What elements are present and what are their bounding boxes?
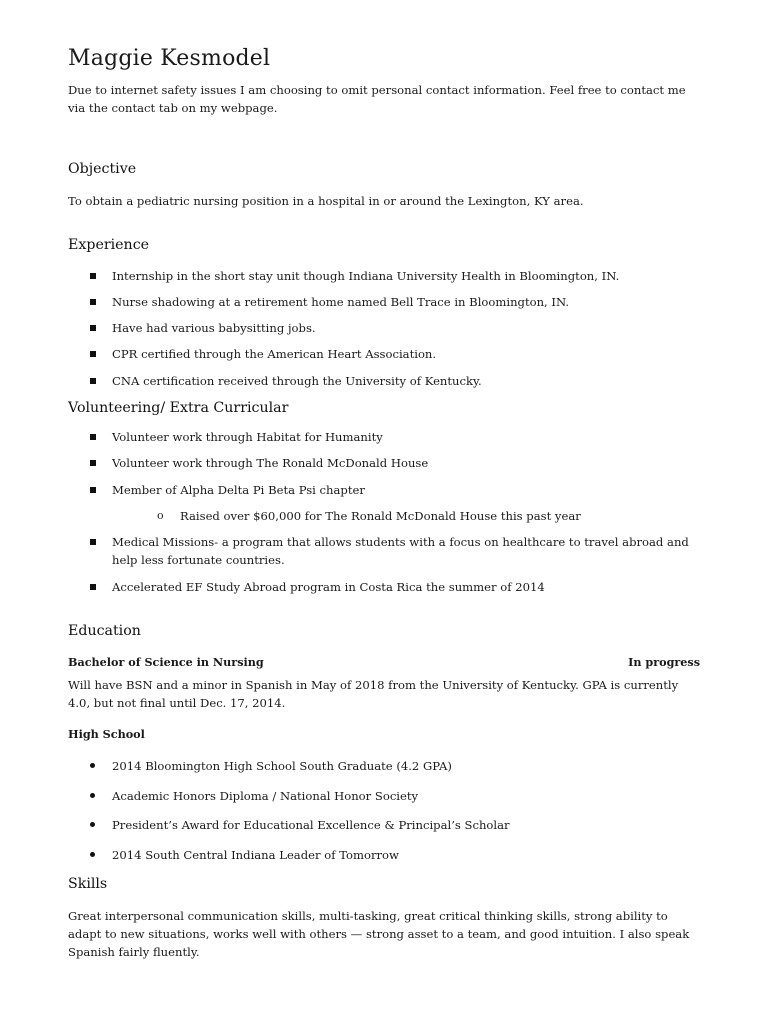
bullet-dot-icon [90, 763, 95, 768]
degree-status: In progress [628, 655, 700, 669]
skills-heading: Skills [68, 876, 108, 892]
bullet-square-icon [90, 299, 96, 305]
bullet-square-icon [90, 434, 96, 440]
bullet-square-icon [90, 325, 96, 331]
bullet-circle-icon: o [157, 509, 164, 522]
experience-heading: Experience [68, 237, 150, 253]
degree-text: Will have BSN and a minor in Spanish in May of 2018 from the University of Kentucky. GPA is currently 4.0, but not final until Dec. 17, 2014. [68, 678, 679, 710]
bullet-dot-icon [90, 822, 95, 827]
skills-text: Great interpersonal communication skills, multi-tasking, great critical thinking skills, strong ability to adapt to new situations, works well with others — strong asset to a team, and good intuition. I also speak Spanish fairly fluently. [68, 909, 690, 959]
bullet-square-icon [90, 273, 96, 279]
high-school-heading: High School [68, 727, 145, 741]
resume-name: Maggie Kesmodel [68, 46, 271, 71]
bullet-square-icon [90, 460, 96, 466]
bullet-square-icon [90, 351, 96, 357]
objective-heading: Objective [68, 161, 137, 177]
intro-text: Due to internet safety issues I am choosing to omit personal contact information. Feel free to contact me via the contact tab on my webpage. [68, 83, 686, 115]
degree-row [68, 653, 700, 671]
bullet-square-icon [90, 584, 96, 590]
objective-text: To obtain a pediatric nursing position in a hospital in or around the Lexington, KY area. [68, 194, 584, 208]
bullet-square-icon [90, 539, 96, 545]
bullet-dot-icon [90, 852, 95, 857]
volunteering-heading: Volunteering/ Extra Curricular [68, 400, 289, 416]
degree-title: Bachelor of Science in Nursing [68, 655, 264, 669]
bullet-square-icon [90, 487, 96, 493]
education-heading: Education [68, 623, 141, 639]
bullet-square-icon [90, 378, 96, 384]
bullet-dot-icon [90, 793, 95, 798]
